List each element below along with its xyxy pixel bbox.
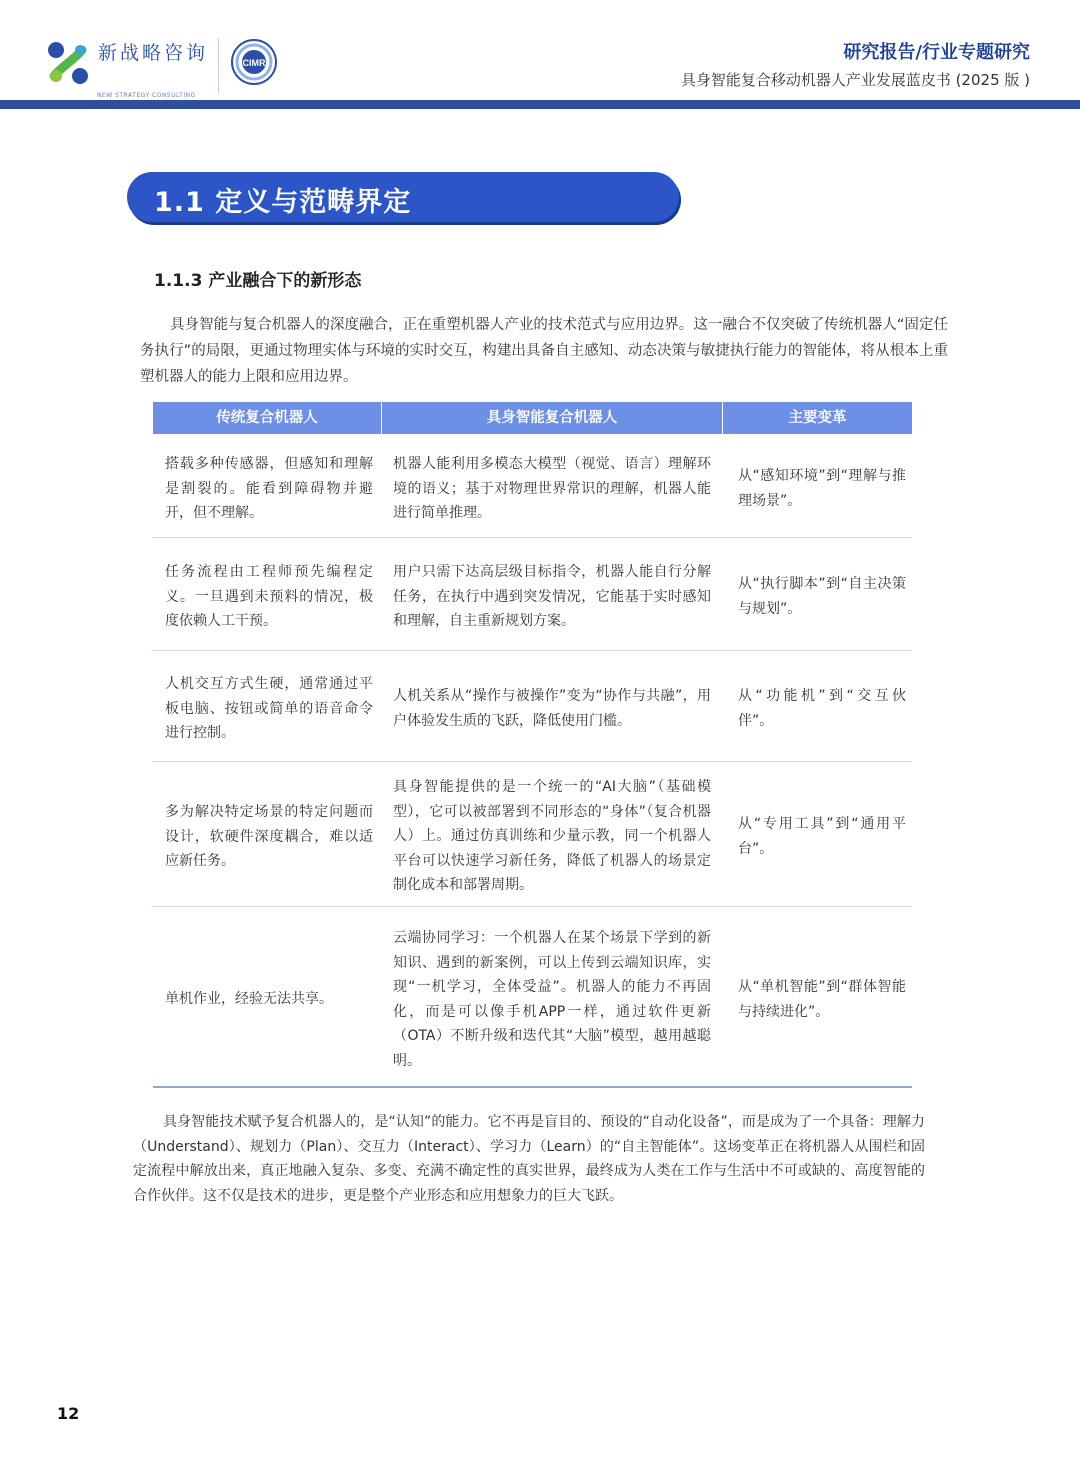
company-name-cn: 新战略咨询 xyxy=(98,42,209,64)
table-bottom-border xyxy=(153,1086,912,1088)
header-bar xyxy=(0,100,1080,109)
company-logo-icon xyxy=(44,40,92,86)
table-cell-change: 从“单机智能”到“群体智能与持续进化”。 xyxy=(738,979,906,1020)
table-cell-embodied: 用户只需下达高层级目标指令，机器人能自行分解任务，在执行中遇到突发情况，它能基于实时感知和理解，自主重新规划方案。 xyxy=(393,564,711,629)
table-cell-traditional: 多为解决特定场景的特定问题而设计，软硬件深度耦合，难以适应新任务。 xyxy=(165,804,373,869)
row-divider xyxy=(153,650,912,651)
table-cell-change: 从“感知环境”到“理解与推理场景”。 xyxy=(738,468,906,509)
row-divider xyxy=(153,761,912,762)
table-cell-change: 从“执行脚本”到“自主决策与规划”。 xyxy=(738,576,906,617)
report-name: 具身智能复合移动机器人产业发展蓝皮书 (2025 版 ) xyxy=(680,71,1030,89)
section-title: 1.1 定义与范畴界定 xyxy=(154,187,412,218)
subsection-title: 1.1.3 产业融合下的新形态 xyxy=(154,271,362,291)
column-header-traditional: 传统复合机器人 xyxy=(216,410,318,426)
table-header xyxy=(153,402,912,434)
company-name-en: NEW STRATEGY CONSULTING xyxy=(97,92,196,99)
table-cell-traditional: 任务流程由工程师预先编程定义。一旦遇到未预料的情况，极度依赖人工干预。 xyxy=(165,564,373,629)
row-divider xyxy=(153,906,912,907)
table-cell-change: 从“专用工具”到“通用平台”。 xyxy=(738,816,906,857)
intro-paragraph: 具身智能与复合机器人的深度融合，正在重塑机器人产业的技术范式与应用边界。这一融合不仅突破了传统机器人“固定任务执行”的局限，更通过物理实体与环境的实时交互，构建出具备自主感知、动态决策与敏捷执行能力的智能体，将从根本上重塑机器人的能力上限和应用边界。 xyxy=(140,317,948,385)
table-cell-change: 从“功能机”到“交互伙伴”。 xyxy=(738,688,906,729)
page-header xyxy=(0,0,1080,112)
table-cell-embodied: 机器人能利用多模态大模型（视觉、语言）理解环境的语义；基于对物理世界常识的理解，机器人能进行简单推理。 xyxy=(393,456,711,521)
cimr-badge-text: CIMR xyxy=(242,58,266,68)
row-divider xyxy=(153,537,912,538)
table-cell-embodied: 云端协同学习：一个机器人在某个场景下学到的新知识、遇到的新案例，可以上传到云端知识库，实现“一机学习，全体受益”。机器人的能力不再固化，而是可以像手机APP一样，通过软件更新（OTA）不断升级和迭代其“大脑”模型，越用越聪明。 xyxy=(393,930,711,1069)
table-cell-embodied: 人机关系从“操作与被操作”变为“协作与共融”，用户体验发生质的飞跃，降低使用门槛。 xyxy=(393,688,711,729)
table-cell-traditional: 单机作业，经验无法共享。 xyxy=(165,991,333,1007)
table-cell-traditional: 搭载多种传感器，但感知和理解是割裂的。能看到障碍物并避开，但不理解。 xyxy=(165,456,373,521)
page-number: 12 xyxy=(57,1404,80,1423)
outro-paragraph: 具身智能技术赋予复合机器人的，是“认知”的能力。它不再是盲目的、预设的“自动化设备”，而是成为了一个具备：理解力（Understand）、规划力（Plan）、交互力（Interact）、学习力（Learn）的“自主智能体”。这场变革正在将机器人从围栏和固定流程中解放出来，真正地融入复杂、多变、充满不确定性的真实世界，最终成为人类在工作与生活中不可或缺的、高度智能的合作伙伴。这不仅是技术的进步，更是整个产业形态和应用想象力的巨大飞跃。 xyxy=(133,1114,925,1204)
logo-divider xyxy=(218,38,219,94)
cimr-badge-icon xyxy=(230,38,278,86)
column-header-change: 主要变革 xyxy=(788,410,847,426)
table-cell-embodied: 具身智能提供的是一个统一的“AI大脑”（基础模型），它可以被部署到不同形态的“身体”（复合机器人）上。通过仿真训练和少量示教，同一个机器人平台可以快速学习新任务，降低了机器人的场景定制化成本和部署周期。 xyxy=(393,779,711,893)
table-cell-traditional: 人机交互方式生硬，通常通过平板电脑、按钮或简单的语音命令进行控制。 xyxy=(165,676,373,741)
column-header-embodied: 具身智能复合机器人 xyxy=(486,410,618,426)
report-type: 研究报告/行业专题研究 xyxy=(843,42,1030,63)
